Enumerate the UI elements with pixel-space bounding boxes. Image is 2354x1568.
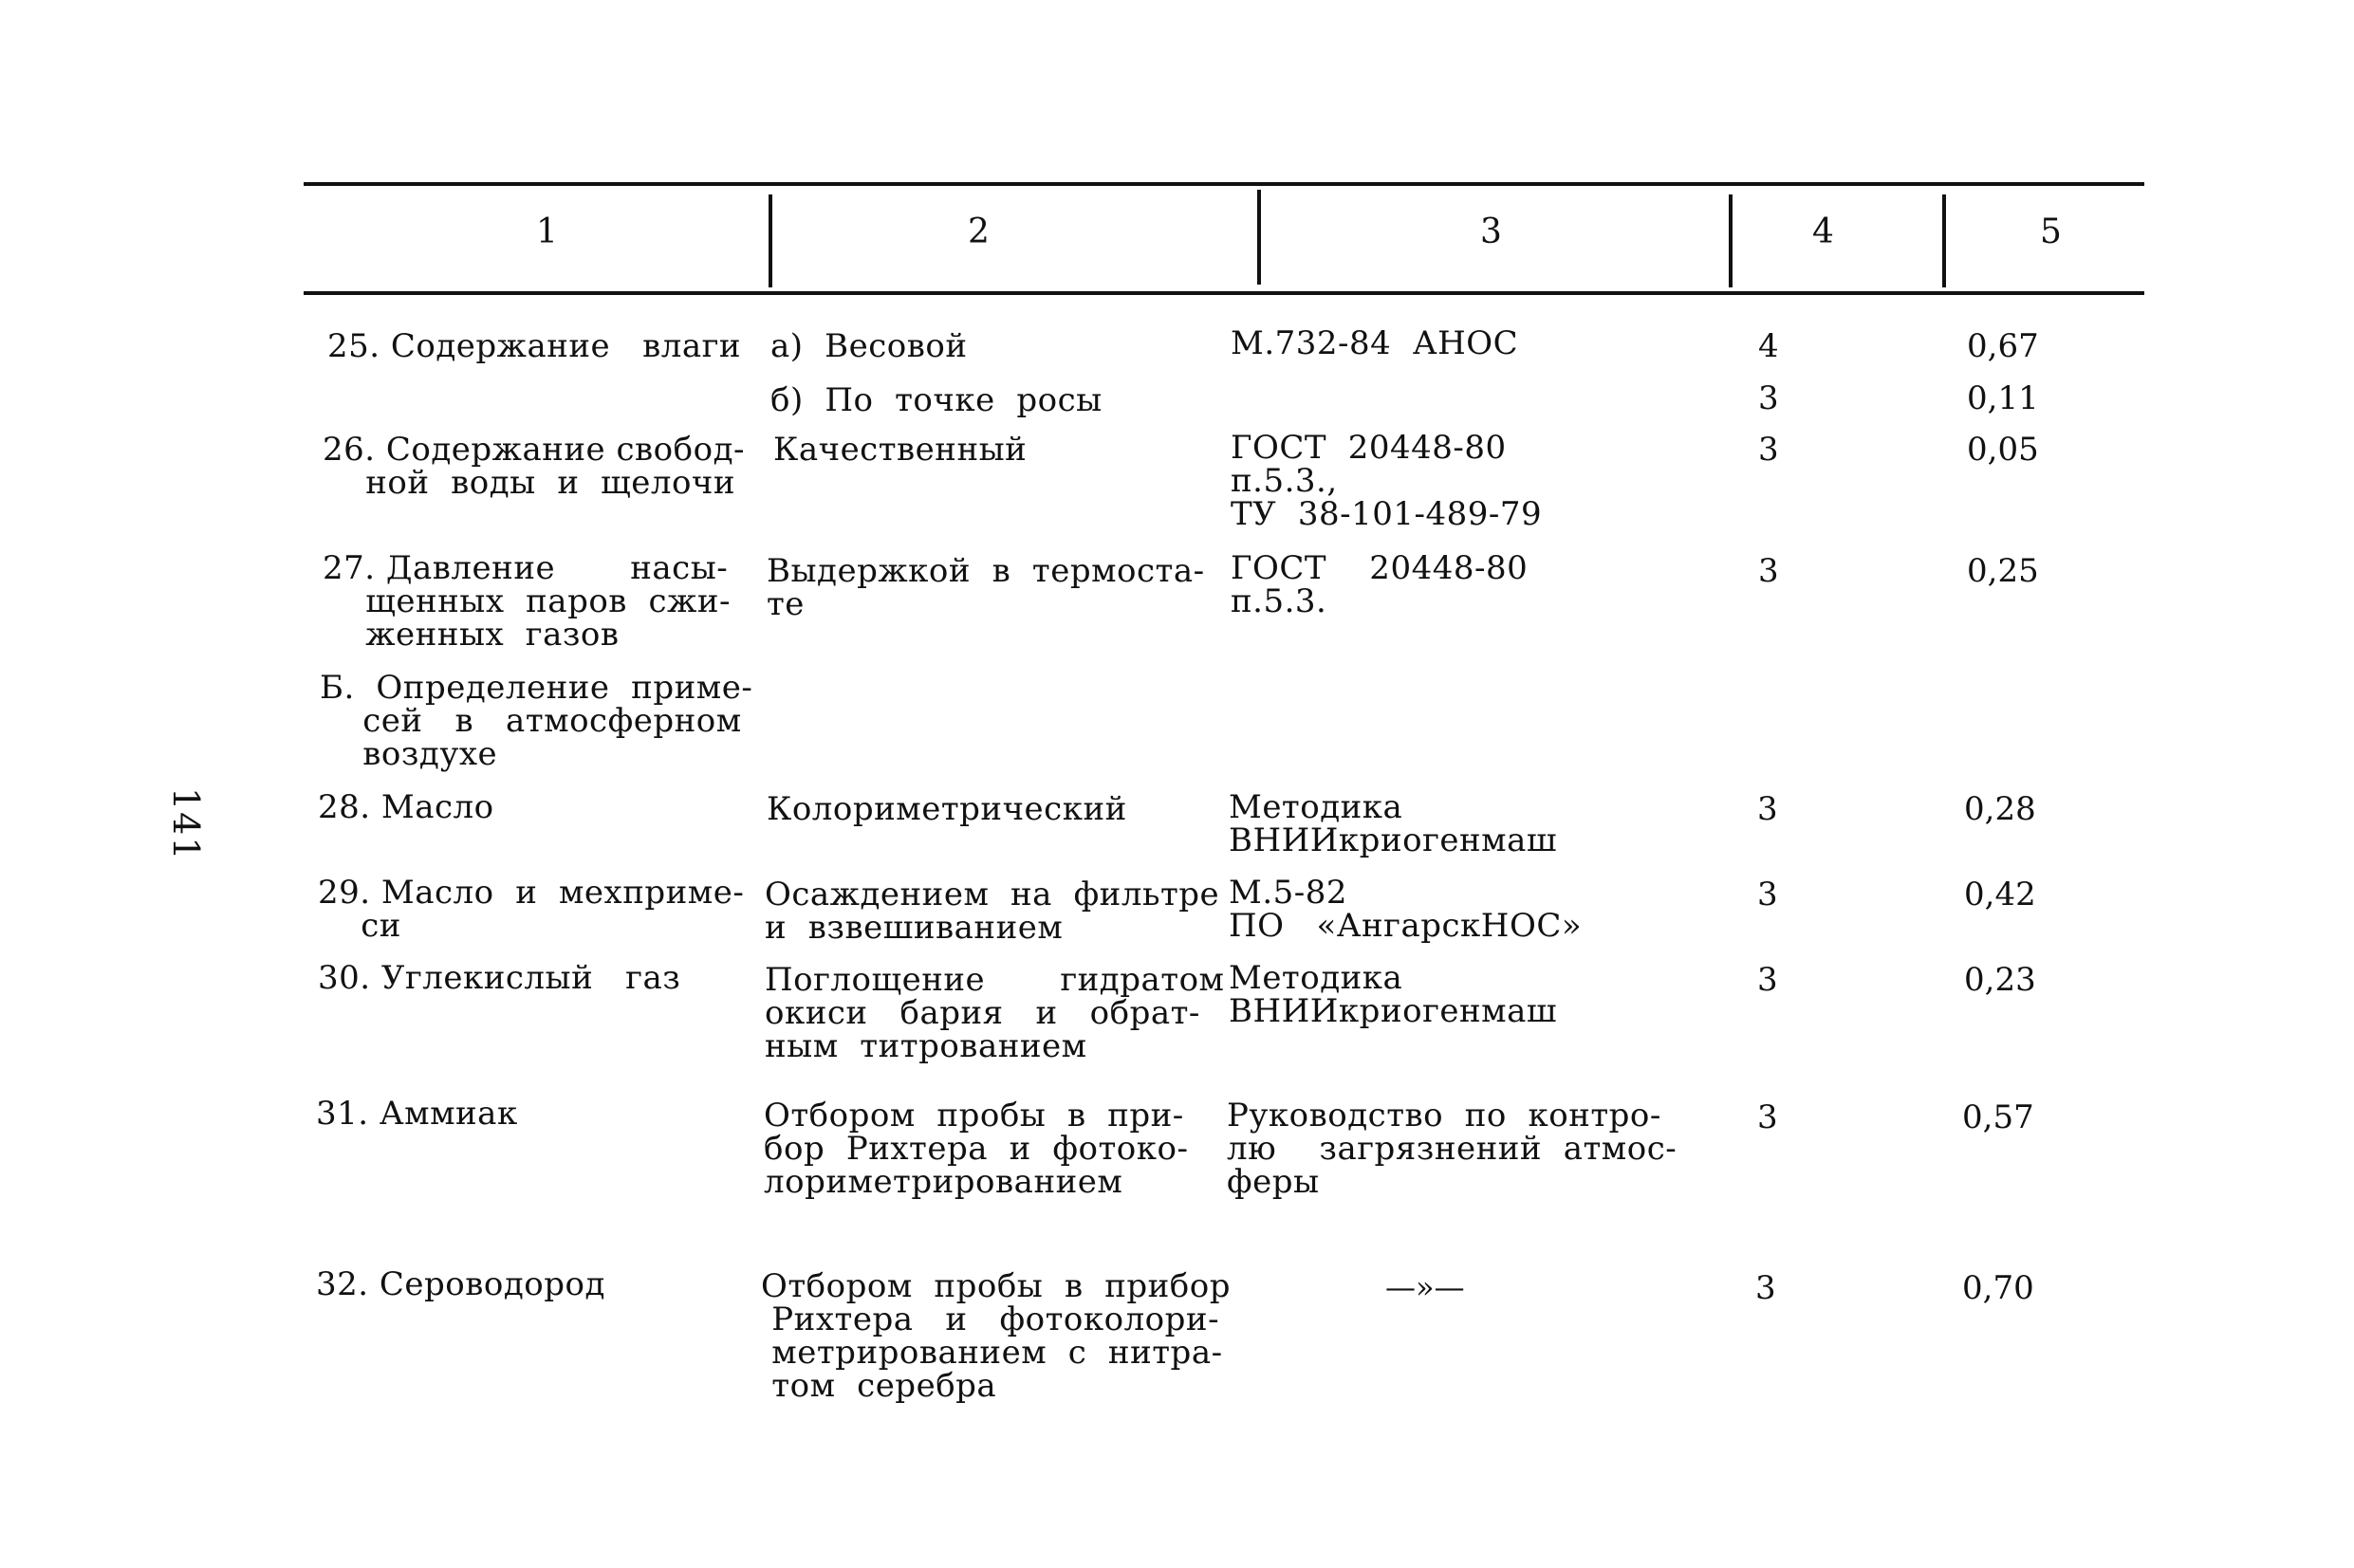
row-25b-col5: 0,11: [1967, 379, 2039, 417]
row-28-col4: 3: [1757, 790, 1778, 828]
column-header-2: 2: [968, 212, 990, 251]
row-25-col2: а) Весовой: [770, 327, 968, 365]
row-27-col4: 3: [1758, 552, 1779, 590]
row-32-col3-ditto: —»—: [1385, 1269, 1465, 1305]
row-27-col2: Выдержкой в термоста- те: [767, 552, 1205, 623]
header-divider-2: [1257, 190, 1261, 285]
row-27-col1: 27. Давление насы- щенных паров сжи- женных газов: [323, 549, 732, 654]
row-32-col2: Отбором пробы в прибор Рихтера и фотоколори- метрированием с нитра- том серебра: [761, 1267, 1232, 1405]
header-divider-1: [769, 194, 772, 287]
row-30-col5: 0,23: [1964, 961, 2036, 999]
column-header-5: 5: [2040, 212, 2062, 251]
row-28-col1: 28. Масло: [318, 788, 494, 826]
header-divider-4: [1942, 194, 1946, 287]
row-29-col5: 0,42: [1964, 876, 2036, 913]
row-30-col2: Поглощение гидратом окиси бария и обрат- ным титрованием: [765, 961, 1225, 1065]
row-31-col5: 0,57: [1962, 1098, 2034, 1136]
row-31-col4: 3: [1757, 1098, 1778, 1136]
header-divider-3: [1729, 194, 1733, 287]
row-28-col5: 0,28: [1964, 790, 2036, 828]
row-27-col5: 0,25: [1967, 552, 2039, 590]
row-25-col1: 25. Содержание влаги: [327, 327, 742, 365]
row-26-col5: 0,05: [1967, 431, 2039, 469]
column-header-4: 4: [1812, 212, 1834, 251]
column-header-1: 1: [536, 212, 558, 251]
row-31-col1: 31. Аммиак: [316, 1095, 518, 1133]
row-26-col4: 3: [1758, 431, 1779, 469]
row-26-col2: Качественный: [773, 431, 1028, 469]
section-b-heading: Б. Определение приме- сей в атмосферном воздухе: [320, 669, 753, 773]
row-28-col3: Методика ВНИИкриогенмаш: [1229, 788, 1558, 859]
row-31-col2: Отбором пробы в при- бор Рихтера и фотоко- лориметрированием: [764, 1097, 1189, 1201]
row-29-col1: 29. Масло и мехприме- си: [318, 874, 745, 945]
row-32-col5: 0,70: [1962, 1269, 2034, 1307]
row-27-col3: ГОСТ 20448-80 п.5.3.: [1231, 549, 1529, 620]
row-25-col5: 0,67: [1967, 327, 2039, 365]
row-25b-col2: б) По точке росы: [770, 381, 1103, 419]
row-30-col4: 3: [1757, 961, 1778, 999]
row-26-col3: ГОСТ 20448-80 п.5.3., ТУ 38-101-489-79: [1231, 429, 1543, 533]
row-32-col1: 32. Сероводород: [316, 1265, 605, 1303]
row-25-col4: 4: [1758, 327, 1779, 365]
row-30-col3: Методика ВНИИкриогенмаш: [1229, 959, 1558, 1030]
row-28-col2: Колориметрический: [767, 790, 1127, 828]
row-30-col1: 30. Углекислый газ: [318, 959, 681, 997]
row-29-col3: М.5-82 ПО «АнгарскНОС»: [1229, 874, 1583, 945]
row-25b-col4: 3: [1758, 379, 1779, 417]
column-header-3: 3: [1480, 212, 1502, 251]
row-32-col4: 3: [1755, 1269, 1776, 1307]
row-31-col3: Руководство по контро- лю загрязнений атмос- феры: [1227, 1097, 1677, 1201]
page-number: 141: [165, 787, 207, 862]
row-26-col1: 26. Содержание свобод- ной воды и щелочи: [323, 431, 745, 502]
row-29-col2: Осаждением на фильтре и взвешиванием: [765, 876, 1220, 947]
row-25-col3: М.732-84 АНОС: [1231, 324, 1519, 362]
table-top-rule: [304, 182, 2144, 186]
header-bottom-rule: [304, 291, 2144, 295]
row-29-col4: 3: [1757, 876, 1778, 913]
